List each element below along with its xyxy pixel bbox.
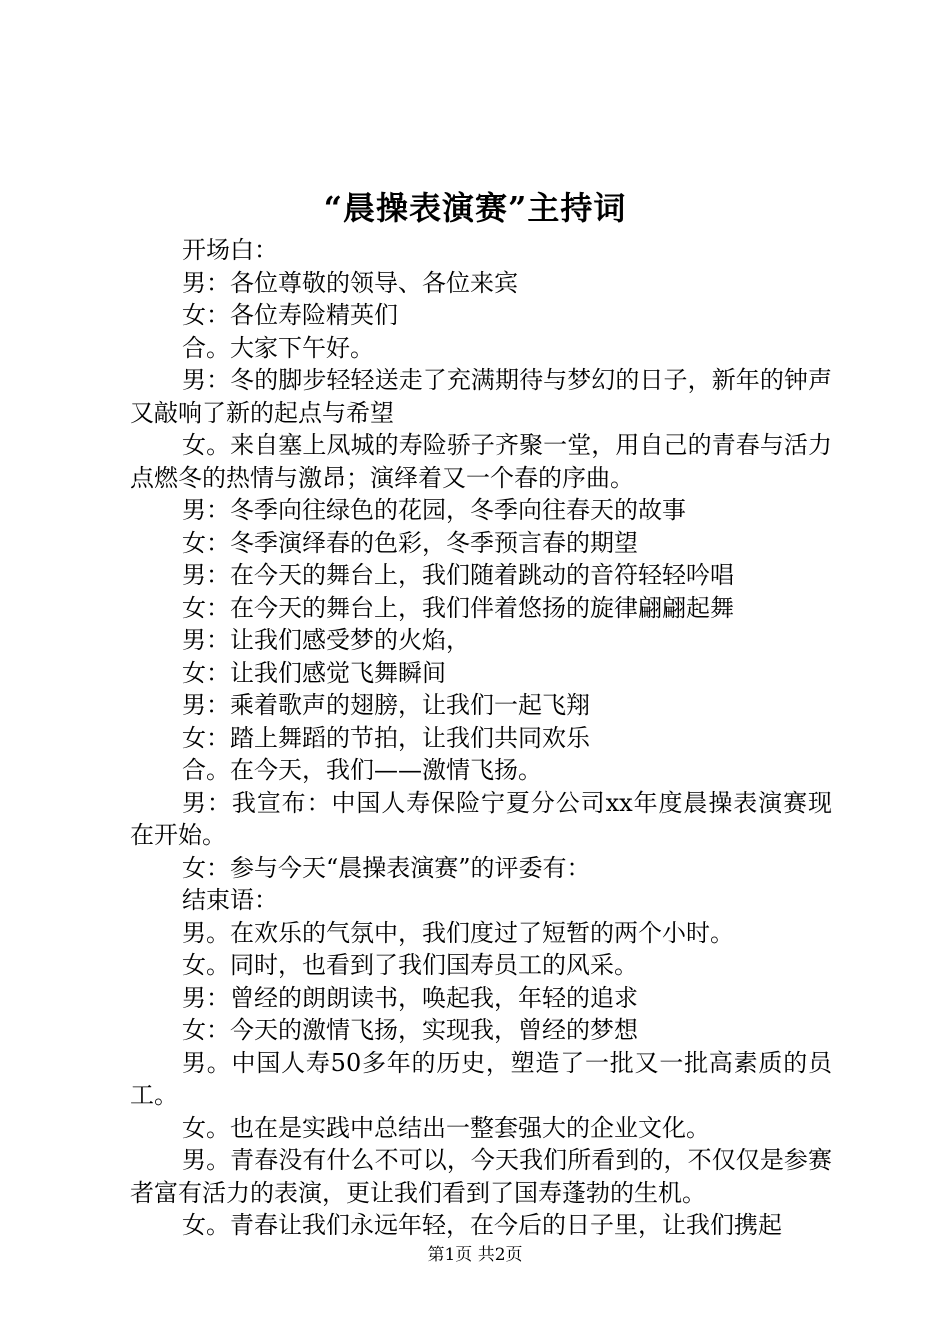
- paragraph: 女：各位寿险精英们: [182, 301, 398, 329]
- paragraph: 女：让我们感觉飞舞瞬间: [182, 658, 446, 687]
- paragraph: 男：乘着歌声的翅膀，让我们一起飞翔: [182, 691, 590, 719]
- paragraph: 女：今天的激情飞扬，实现我，曾经的梦想: [182, 1016, 638, 1044]
- paragraph: 结束语：: [182, 886, 278, 914]
- paragraph: 女。来自塞上凤城的寿险骄子齐聚一堂，用自己的青春与活力点燃冬的热情与激昂；演绎着又一个春的序曲。: [130, 431, 832, 492]
- paragraph: 男：冬的脚步轻轻送走了充满期待与梦幻的日子，新年的钟声又敲响了新的起点与希望: [130, 366, 832, 427]
- paragraph: 合。大家下午好。: [182, 333, 374, 362]
- paragraph: 开场白：: [182, 236, 278, 264]
- paragraph: 女：踏上舞蹈的节拍，让我们共同欢乐: [182, 723, 590, 752]
- paragraph: 男：让我们感受梦的火焰，: [182, 626, 470, 654]
- paragraph: 男：各位尊敬的领导、各位来宾: [182, 268, 518, 297]
- paragraph: 男。青春没有什么不可以，今天我们所看到的，不仅仅是参赛者富有活力的表演，更让我们看到了国寿蓬勃的生机。: [130, 1146, 832, 1207]
- paragraph: 女：冬季演绎春的色彩，冬季预言春的期望: [182, 528, 638, 557]
- document-body: [130, 234, 832, 1242]
- paragraph: 男。在欢乐的气氛中，我们度过了短暂的两个小时。: [182, 918, 734, 947]
- paragraph: 男：在今天的舞台上，我们随着跳动的音符轻轻吟唱: [182, 561, 734, 589]
- paragraph: 男：冬季向往绿色的花园，冬季向往春天的故事: [182, 496, 686, 524]
- paragraph: 男：我宣布：中国人寿保险宁夏分公司xx年度晨操表演赛现在开始。: [130, 788, 832, 849]
- paragraph: 女：在今天的舞台上，我们伴着悠扬的旋律翩翩起舞: [182, 593, 734, 622]
- page-number-footer: 第1页 共2页: [427, 1245, 523, 1265]
- paragraph: 女。同时，也看到了我们国寿员工的风采。: [182, 951, 638, 979]
- paragraph: 男：曾经的朗朗读书，唤起我，年轻的追求: [182, 983, 638, 1012]
- paragraph: 男。中国人寿50多年的历史，塑造了一批又一批高素质的员工。: [130, 1048, 832, 1109]
- paragraph: 合。在今天，我们——激情飞扬。: [182, 756, 542, 784]
- document-title: “晨操表演赛”主持词: [323, 189, 627, 227]
- paragraph: 女。也在是实践中总结出一整套强大的企业文化。: [182, 1113, 710, 1142]
- paragraph: 女。青春让我们永远年轻，在今后的日子里，让我们携起: [182, 1211, 782, 1239]
- paragraph: 女：参与今天“晨操表演赛”的评委有：: [182, 853, 591, 882]
